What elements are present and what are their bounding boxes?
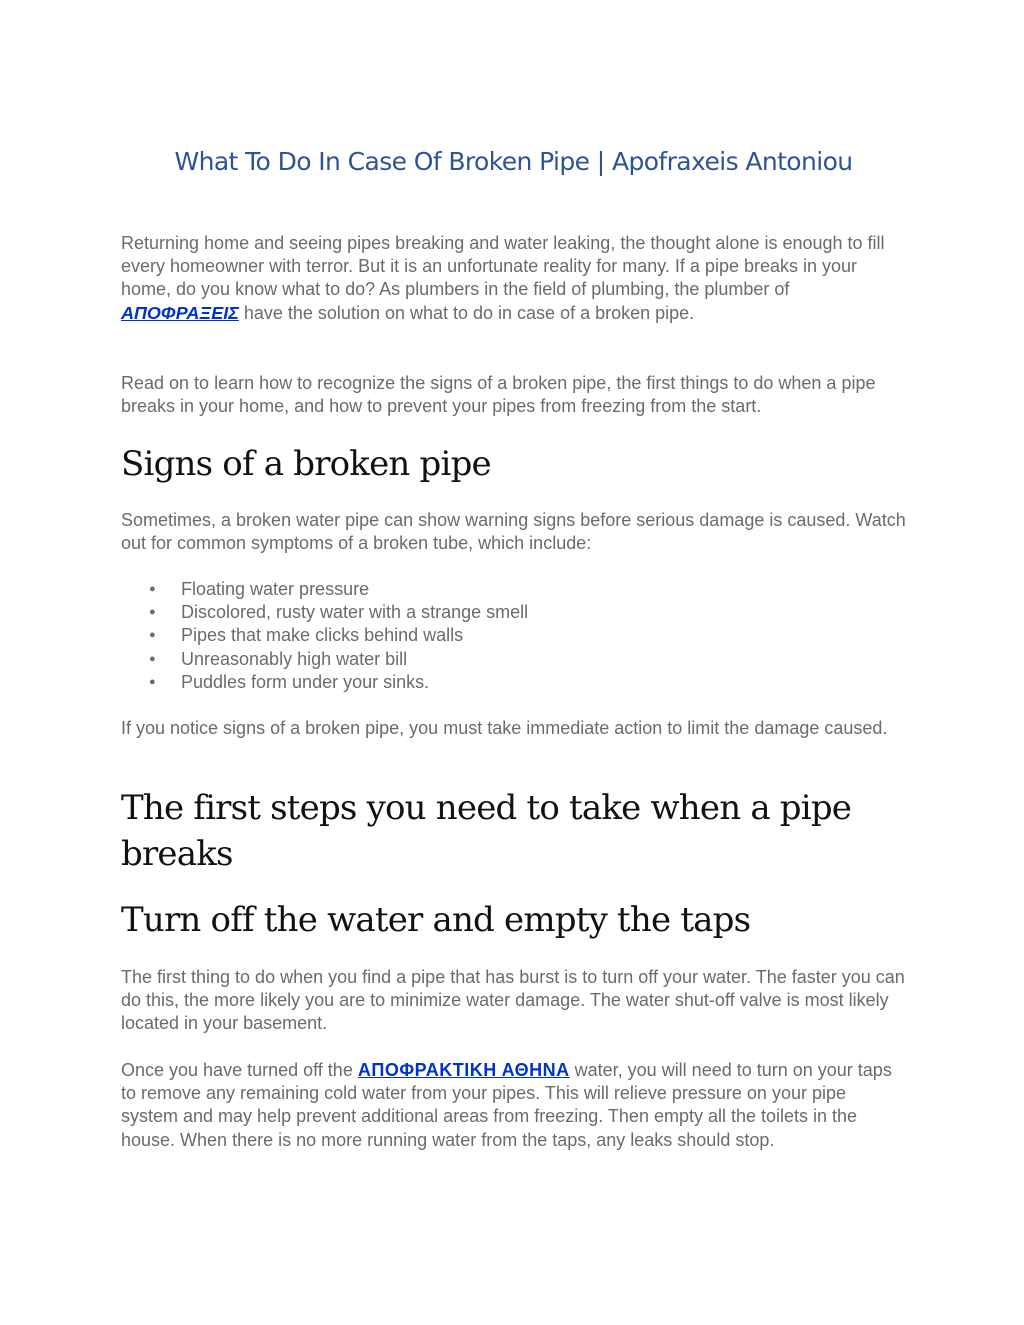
- signs-list: [121, 578, 906, 694]
- list-item: ● Floating water pressure: [121, 578, 906, 601]
- signs-heading: Signs of a broken pipe: [121, 444, 491, 484]
- signs-intro-paragraph: Sometimes, a broken water pipe can show warning signs before serious damage is caused. Watch out for common symptoms of a broken tube, which include:: [121, 510, 906, 554]
- bullet-icon: ●: [149, 583, 156, 595]
- turn-off-water-heading: Turn off the water and empty the taps: [121, 900, 751, 940]
- bullet-icon: ●: [149, 629, 156, 642]
- intro-paragraph-1: [121, 232, 906, 325]
- turn-off-paragraph-2: [121, 1059, 906, 1152]
- intro-paragraph-2: Read on to learn how to recognize the signs of a broken pipe, the first things to do when a pipe breaks in your home, and how to prevent your pipes from freezing from the start.: [121, 373, 876, 417]
- bullet-icon: ●: [149, 652, 156, 665]
- apofraxeis-link[interactable]: ΑΠΟΦΡΑΞΕΙΣ: [121, 302, 239, 323]
- signs-outro-paragraph: If you notice signs of a broken pipe, you must take immediate action to limit the damage caused.: [121, 718, 888, 738]
- bullet-icon: ●: [149, 606, 156, 619]
- intro-text-before-link: Returning home and seeing pipes breaking and water leaking, the thought alone is enough to fill every homeowner with terror. But it is an unfortunate reality for many. If a pipe breaks in your home, do you know what to do? As plumbers in the field of plumbing, the plumber of: [121, 233, 885, 300]
- list-item: ● Puddles form under your sinks.: [121, 671, 906, 694]
- apofraktiki-athina-link[interactable]: ΑΠΟΦΡΑΚΤΙΚΗ ΑΘΗΝΑ: [357, 1060, 570, 1080]
- first-steps-heading: The first steps you need to take when a pipe breaks: [121, 788, 852, 874]
- list-item: ● Unreasonably high water bill: [121, 648, 906, 671]
- steps-text-before-link: Once you have turned off the: [121, 1060, 358, 1080]
- list-item: ● Pipes that make clicks behind walls: [121, 624, 906, 647]
- list-item: ● Discolored, rusty water with a strange smell: [121, 601, 906, 624]
- bullet-icon: ●: [149, 675, 156, 688]
- intro-text-after-link: have the solution on what to do in case of a broken pipe.: [238, 302, 695, 323]
- steps-text-after-link: water, you will need to turn on your taps to remove any remaining cold water from your pipes. This will relieve pressure on your pipe system and may help prevent additional areas from freezing. Then empty all the toilets in the house. When there is no more running water from the taps, any leaks should stop.: [121, 1060, 892, 1150]
- document-title: What To Do In Case Of Broken Pipe | Apofraxeis Antoniou: [174, 147, 853, 176]
- turn-off-paragraph-1: The first thing to do when you find a pipe that has burst is to turn off your water. The faster you can do this, the more likely you are to minimize water damage. The water shut-off valve is most likely located in your basement.: [121, 967, 905, 1034]
